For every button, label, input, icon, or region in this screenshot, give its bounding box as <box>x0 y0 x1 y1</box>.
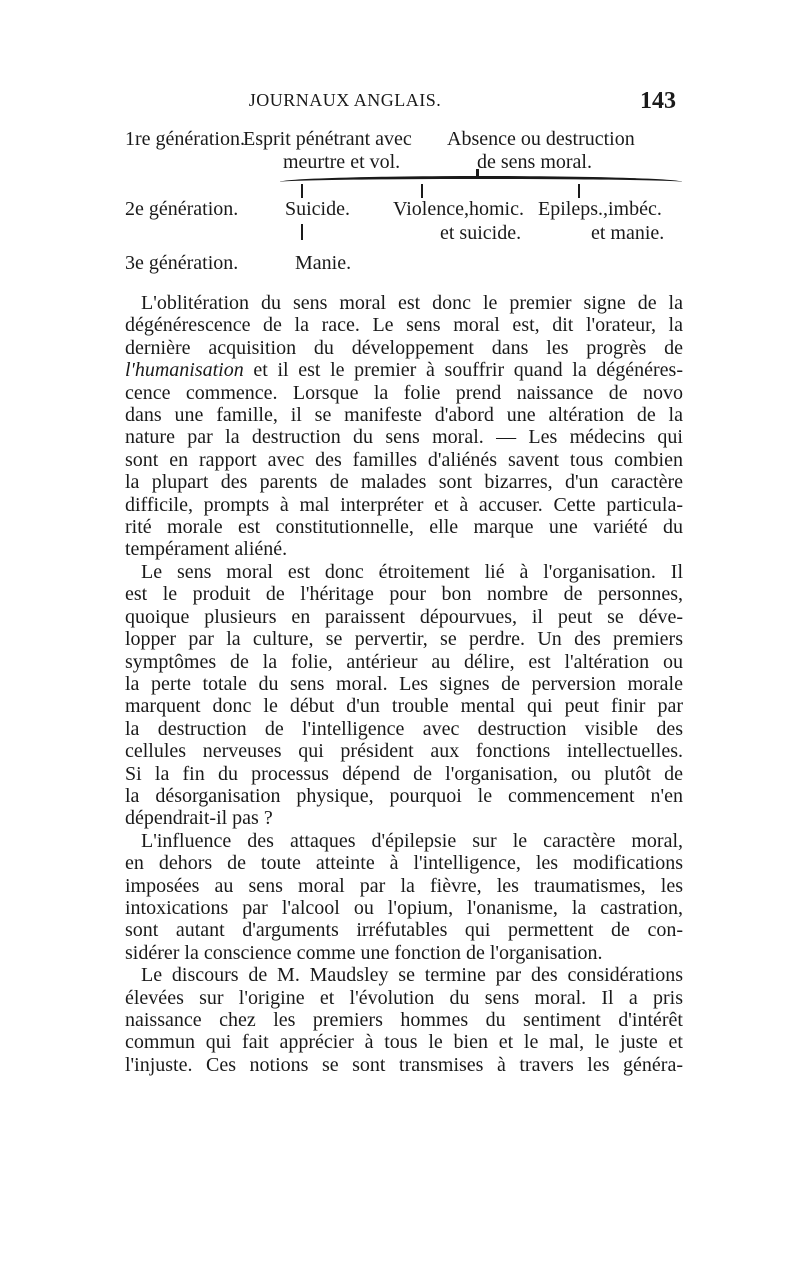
paragraph-1 <box>125 292 683 561</box>
text-line: Si la fin du processus dépend de l'organisation, ou plutôt de <box>125 762 683 785</box>
generation-2-label: 2e génération. <box>125 198 239 220</box>
text-line: sont autant d'arguments irréfutables qui permettent de con- <box>125 919 683 942</box>
generation-1-col2-line2: de sens moral. <box>477 151 592 173</box>
text-line: Le discours de M. Maudsley se termine par des considérations <box>141 964 683 987</box>
text-line: difficile, prompts à mal interpréter et à accuser. Cette particula- <box>125 493 683 516</box>
text-line-rest: et il est le premier à souffrir quand la dégénéres- <box>243 359 683 382</box>
text-line: symptômes de la folie, antérieur au délire, est l'altération ou <box>125 650 683 673</box>
generation-1-col1-line1: Esprit pénétrant avec <box>243 128 412 150</box>
paragraph-4 <box>125 964 683 1076</box>
descent-tick-3 <box>578 184 580 198</box>
generation-1-col2-line1: Absence ou destruction <box>447 128 635 150</box>
page-number: 143 <box>640 88 676 114</box>
text-line: L'influence des attaques d'épilepsie sur le caractère moral, <box>141 829 683 852</box>
text-line: dans une famille, il se manifeste d'abord une altération de la <box>125 404 683 427</box>
text-line: sont en rapport avec des familles d'aliénés savent tous combien <box>125 448 683 471</box>
text-line: cence commence. Lorsque la folie prend naissance de novo <box>125 381 683 404</box>
text-line: commun qui fait apprécier à tous le bien et le mal, le juste et <box>125 1031 683 1054</box>
generation-2-col1: Suicide. <box>285 198 350 220</box>
generation-2-col3-line1: Epileps.,imbéc. <box>538 198 662 220</box>
running-title: JOURNAUX ANGLAIS. <box>248 90 442 110</box>
text-line: imposées au sens moral par la fièvre, les traumatismes, les <box>125 874 683 897</box>
text-line: dégénérescence de la race. Le sens moral est, dit l'orateur, la <box>125 314 683 337</box>
paragraph-2 <box>125 561 683 830</box>
text-line: la plupart des parents de malades sont bizarres, d'un caractère <box>125 471 683 494</box>
generation-1-label: 1re génération. <box>125 128 245 150</box>
text-line: lopper par la culture, se pervertir, se perdre. Un des premiers <box>125 628 683 651</box>
paragraph-3 <box>125 830 683 964</box>
text-line: élevées sur l'origine et l'évolution du sens moral. Il a pris <box>125 986 683 1009</box>
generation-1-col1-line2: meurtre et vol. <box>283 151 401 173</box>
text-line: dernière acquisition du développement dans les progrès de <box>125 336 683 359</box>
text-line: nature par la destruction du sens moral. — Les médecins qui <box>125 426 683 449</box>
generation-2-col3-line2: et manie. <box>591 222 665 244</box>
italic-term: l'humanisation <box>125 359 244 382</box>
generation-3-col1: Manie. <box>295 252 352 274</box>
text-line: L'oblitération du sens moral est donc le premier signe de la <box>141 292 683 314</box>
descent-tick-2 <box>421 184 423 198</box>
generation-2-col2-line1: Violence,homic. <box>393 198 524 220</box>
text-line: cellules nerveuses qui président aux fonctions intellectuelles. <box>125 740 683 763</box>
text-line: dépendrait-il pas ? <box>125 807 273 830</box>
text-line <box>125 359 683 381</box>
descent-tick-1 <box>301 184 303 198</box>
descent-tick-4 <box>301 224 303 240</box>
text-line: tempérament aliéné. <box>125 538 288 561</box>
text-line: quoique plusieurs en paraissent dépourvues, il peut se déve- <box>125 605 683 628</box>
text-line: marquent donc le début d'un trouble mental qui peut finir par <box>125 695 683 718</box>
body-text <box>125 292 683 1076</box>
text-line: sidérer la conscience comme une fonction de l'organisation. <box>125 941 603 964</box>
text-line: la destruction de l'intelligence avec destruction visible des <box>125 717 683 740</box>
text-line: rité morale est constitutionnelle, elle marque une variété du <box>125 516 683 539</box>
text-line: l'injuste. Ces notions se sont transmises à travers les généra- <box>125 1053 683 1076</box>
generation-3-label: 3e génération. <box>125 252 239 274</box>
text-line: naissance chez les premiers hommes du sentiment d'intérêt <box>125 1009 683 1031</box>
descent-brace <box>280 176 682 185</box>
text-line: Le sens moral est donc étroitement lié à l'organisation. Il <box>141 560 683 583</box>
text-line: intoxications par l'alcool ou l'opium, l'onanisme, la castration, <box>125 896 683 919</box>
generation-2-col2-line2: et suicide. <box>440 222 522 244</box>
text-line: la perte totale du sens moral. Les signes de perversion morale <box>125 672 683 695</box>
text-line: est le produit de l'héritage pour bon nombre de personnes, <box>125 583 683 606</box>
text-line: la désorganisation physique, pourquoi le commencement n'en <box>125 784 683 807</box>
text-line: en dehors de toute atteinte à l'intelligence, les modifications <box>125 852 683 875</box>
